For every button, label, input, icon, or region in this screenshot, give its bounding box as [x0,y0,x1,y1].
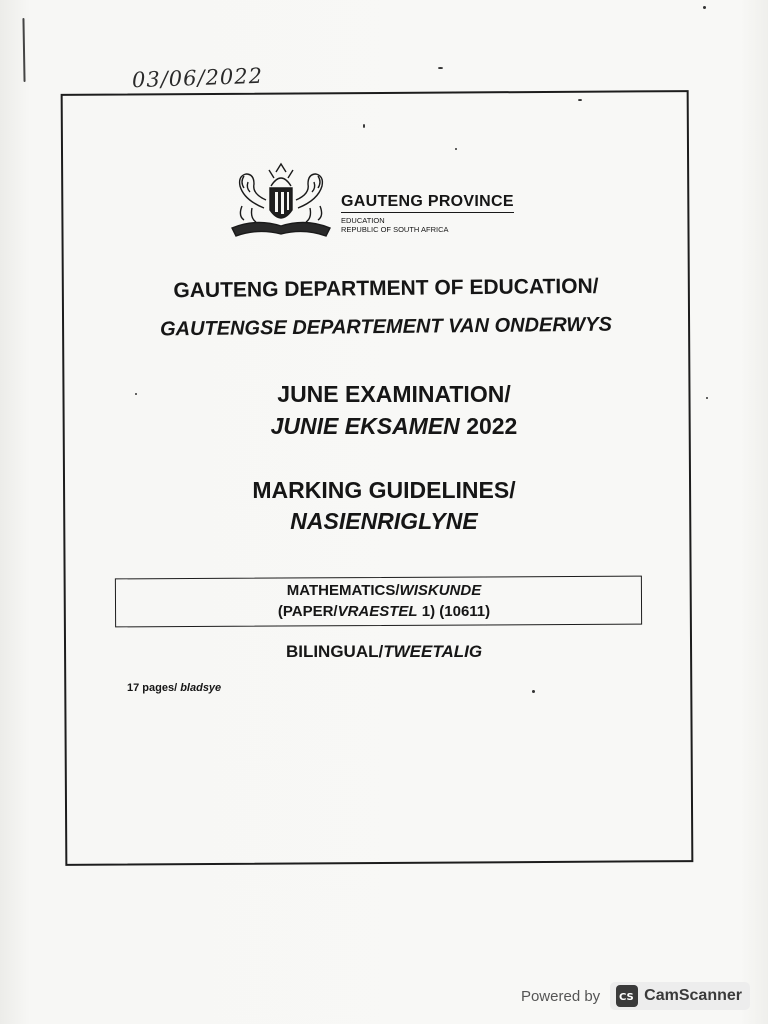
subject-afrikaans: WISKUNDE [399,582,482,599]
exam-year: 2022 [466,413,518,439]
coat-of-arms-icon [226,160,336,242]
scan-speck [455,148,457,150]
province-subtitle [341,216,449,234]
language-afrikaans: TWEETALIG [383,642,483,661]
subject-english: MATHEMATICS/ [286,582,400,599]
scan-speck [578,99,582,101]
watermark-powered-by: Powered by [520,987,601,1005]
camscanner-logo-icon [616,985,638,1007]
page-count [127,682,221,694]
watermark-badge [610,982,750,1010]
camscanner-watermark [521,982,750,1010]
paper-line [0,603,768,620]
document-type-afrikaans: NASIENRIGLYNE [290,508,478,534]
exam-english: JUNE EXAMINATION/ [277,381,511,407]
paper-number: 1) (10611) [421,603,491,620]
exam-afrikaans: JUNIE EKSAMEN [270,413,460,439]
camscanner-logo-letters: CS [619,992,634,1003]
language-english: BILINGUAL/ [285,642,384,661]
scan-speck [363,124,365,128]
province-name: GAUTENG PROVINCE [341,193,514,213]
scan-speck [438,67,443,69]
subject-line [0,582,768,599]
department-afrikaans: GAUTENGSE DEPARTEMENT VAN ONDERWYS [159,313,613,341]
department-english: GAUTENG DEPARTMENT OF EDUCATION/ [173,274,599,303]
scan-speck [703,6,706,9]
scan-speck [532,690,535,693]
document-type-english: MARKING GUIDELINES/ [252,477,516,503]
province-subtitle-line-2: REPUBLIC OF SOUTH AFRICA [341,225,449,234]
paper-afrikaans: VRAESTEL [337,603,418,620]
page-count-english: 17 pages/ [127,682,178,694]
watermark-app-name: CamScanner [644,987,742,1004]
province-subtitle-line-1: EDUCATION [341,216,385,225]
handwritten-date: 03/06/2022 [131,63,264,93]
language-line [0,642,768,662]
exam-afrikaans-line [0,413,768,440]
page-count-afrikaans: bladsye [180,682,222,694]
paper-open: (PAPER/ [277,603,338,620]
